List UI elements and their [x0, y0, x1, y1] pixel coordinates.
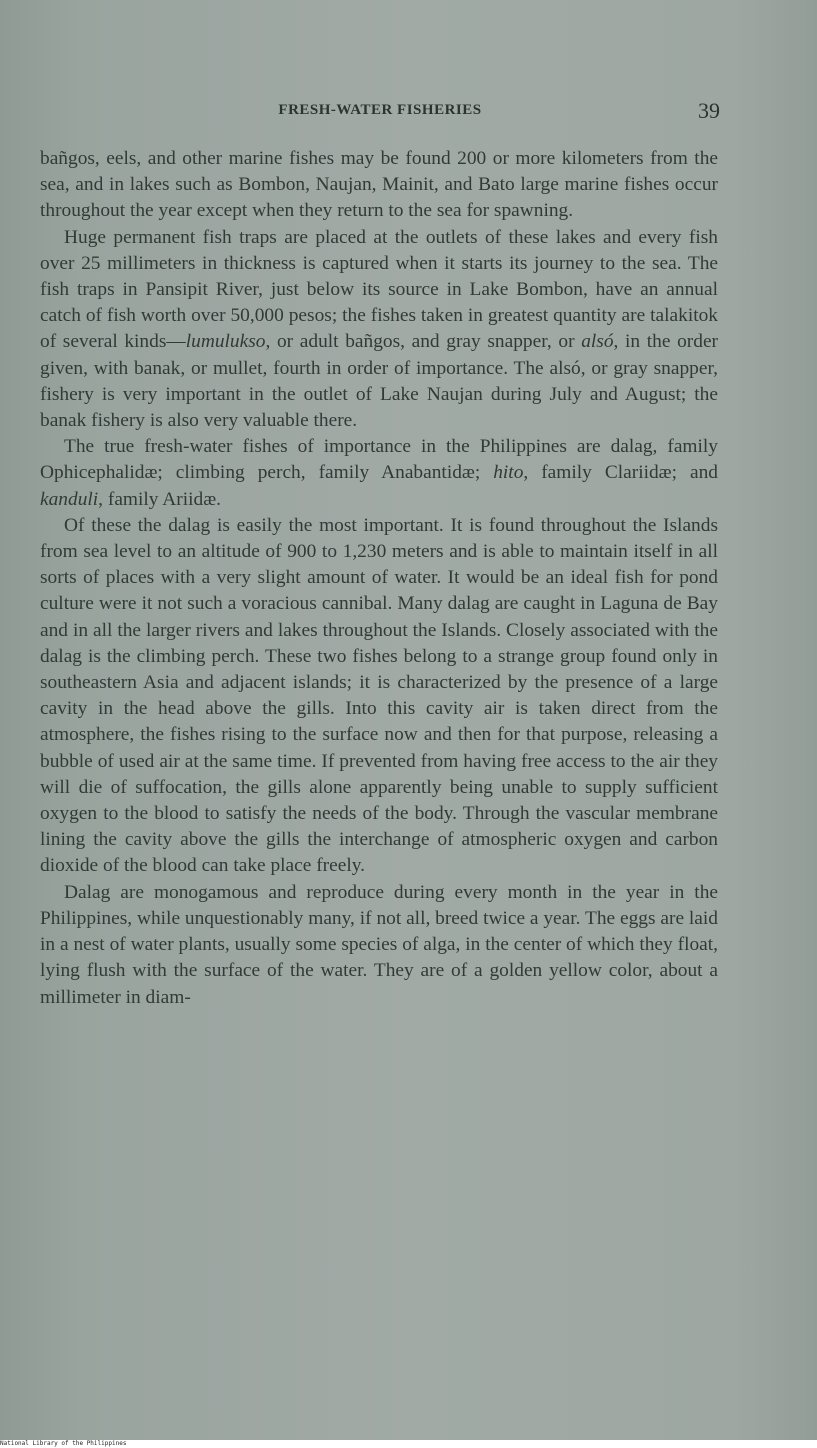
text-run: The true fresh-water fishes of importance in the Philippines are dalag, family Ophicephalidæ; climbing perch, family Anabantidæ;: [40, 436, 718, 484]
paragraph: [40, 880, 718, 1011]
paragraph: [40, 225, 718, 435]
italic-term: kanduli: [40, 488, 99, 510]
text-run: Dalag are monogamous and reproduce during every month in the year in the Philippines, while unquestionably many, if not all, breed twice a year. The eggs are laid in a nest of water plants, usually some species of alga, in the center of which they float, lying flush with the surface of the water. They are of a golden yellow color, about a millimeter in diam-: [40, 881, 718, 1008]
text-run: , family Ariidæ.: [98, 488, 221, 510]
italic-term: hito: [493, 462, 524, 484]
text-run: Of these the dalag is easily the most important. It is found throughout the Islands from sea level to an altitude of 900 to 1,230 meters and is able to maintain itself in all sorts of places with a very slight amount of water. It would be an ideal fish for pond culture were it not such a voracious cannibal. Many dalag are caught in Laguna de Bay and in all the larger rivers and lakes throughout the Islands. Closely associated with the dalag is the climbing perch. These two fishes belong to a strange group found only in southeastern Asia and adjacent islands; it is characterized by the presence of a large cavity in the head above the gills. Into this cavity air is taken direct from the atmosphere, the fishes rising to the surface now and then for that purpose, releasing a bubble of used air at the same time. If prevented from having free access to the air they will die of suffocation, the gills alone apparently being unable to supply sufficient oxygen to the blood to satisfy the needs of the body. Through the vascular membrane lining the cavity above the gills the interchange of atmospheric oxygen and carbon dioxide of the blood can take place freely.: [40, 514, 718, 877]
page-header: [40, 98, 720, 128]
paragraph: [40, 434, 718, 513]
paragraph: [40, 146, 718, 225]
body-text: [40, 146, 718, 1011]
text-run: Huge permanent fish traps are placed at the outlets of these lakes and every fish over 25 millimeters in thickness is captured when it starts its journey to the sea. The fish traps in Pansipit River, just below its source in Lake Bombon, have an annual catch of fish worth over 50,000 pesos; the fishes taken in greatest quantity are talakitok of several kinds—: [40, 226, 718, 353]
running-head: FRESH-WATER FISHERIES: [278, 102, 482, 118]
italic-term: lumulukso: [185, 331, 266, 353]
library-credit: National Library of the Philippines: [0, 1440, 817, 1448]
text-run: , in the order given, with banak, or mullet, fourth in order of importance. The alsó, or gray snapper, fishery is very important in the outlet of Lake Naujan during July and August; the banak fishery is also very valuable there.: [40, 331, 719, 432]
italic-term: alsó: [581, 331, 614, 353]
text-run: , or adult bañgos, and gray snapper, or: [265, 331, 582, 353]
page-number: 39: [698, 98, 720, 123]
text-run: bañgos, eels, and other marine fishes may be found 200 or more kilometers from the sea, and in lakes such as Bombon, Naujan, Mainit, and Bato large marine fishes occur throughout the year except when they return to the sea for spawning.: [40, 148, 718, 222]
text-run: , family Clariidæ; and: [523, 462, 718, 484]
paragraph: [40, 513, 718, 880]
